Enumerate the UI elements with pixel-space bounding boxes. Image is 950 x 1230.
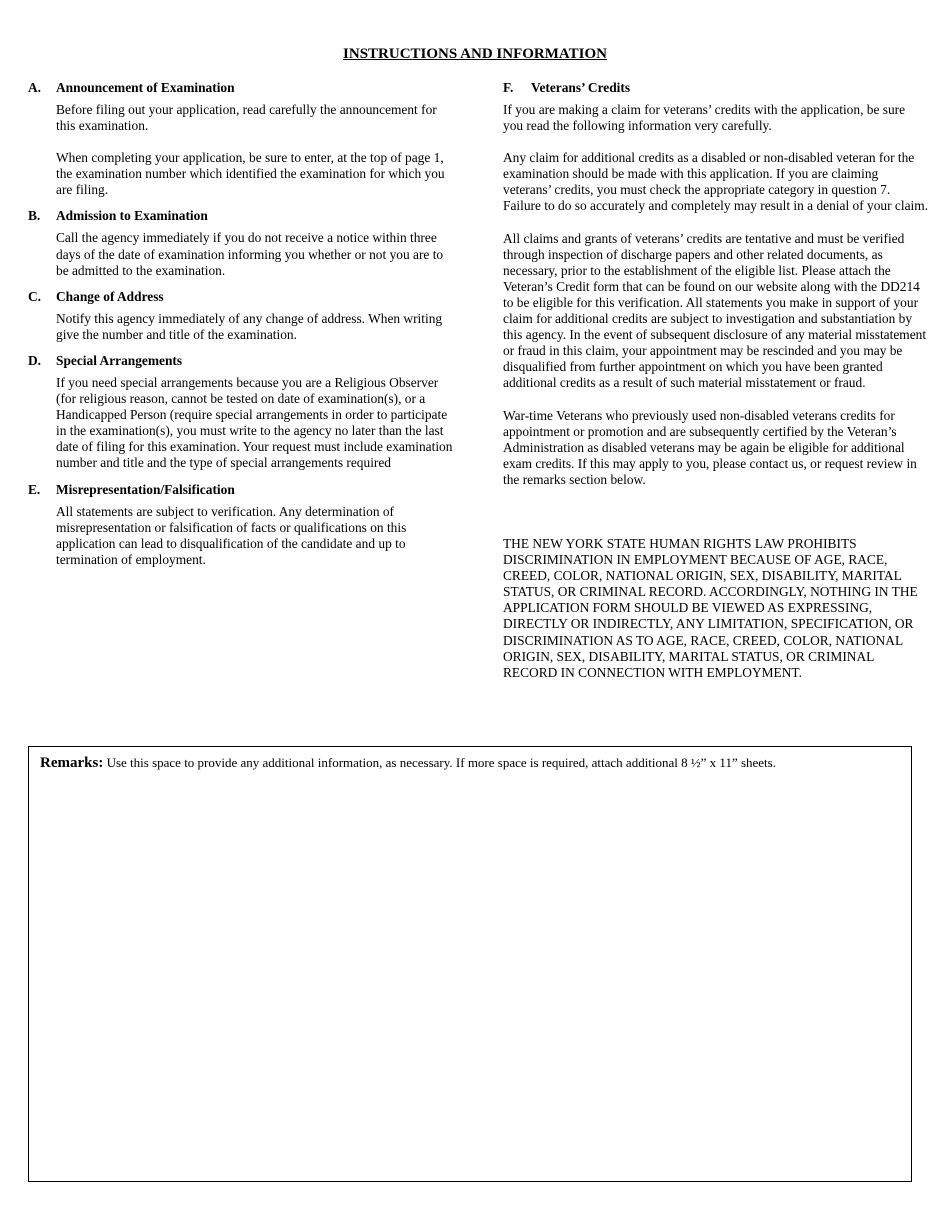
section-paragraph: If you need special arrangements because you are a Religious Observer (for religious reason, cannot be tested on date of examination(s), or a Handicapped Person (require special arrangements in order to participate in the examination(s), you must write to the agency no later than the last date of filing for this examination. Your request must include examination number and title and the type of special arrangements required: [56, 374, 453, 471]
section-misrepresentation: [28, 481, 453, 568]
remarks-box[interactable]: [28, 746, 912, 1182]
right-column: [503, 79, 928, 681]
remarks-instruction: Use this space to provide any additional information, as necessary. If more space is required, attach additional 8 ½” x 11” sheets.: [106, 755, 776, 770]
section-veterans-credits: [503, 79, 928, 96]
remarks-label: Remarks:: [40, 755, 104, 771]
section-paragraph: Call the agency immediately if you do not receive a notice within three days of the date of examination informing you whether or not you are to be admitted to the examination.: [56, 230, 444, 278]
section-announcement: [28, 79, 453, 198]
section-paragraph: Any claim for additional credits as a disabled or non-disabled veteran for the examination should be made with this application. If you are claiming veterans’ credits, you must check the appropriate category in question 7. Failure to do so accurately and completely may result in a denial of your claim.: [503, 150, 929, 214]
section-paragraph: War-time Veterans who previously used non-disabled veterans credits for appointment or promotion and are subsequently certified by the Veteran’s Administration as disabled veterans may be again be eligible for additional exam credits. If this may apply to you, please contact us, or request review in the remarks section below.: [503, 407, 917, 487]
section-letter: E.: [28, 481, 41, 497]
section-special-arrangements: [28, 352, 453, 472]
section-heading: Change of Address: [56, 288, 164, 304]
section-letter: F.: [503, 80, 514, 95]
section-letter: C.: [28, 288, 42, 304]
section-letter: D.: [28, 352, 42, 368]
section-paragraph: Notify this agency immediately of any change of address. When writing give the number and title of the examination.: [56, 310, 443, 342]
section-letter: B.: [28, 208, 41, 224]
section-paragraph: All claims and grants of veterans’ credits are tentative and must be verified through inspection of discharge papers and other related documents, as necessary, prior to the establishment of the eligible list. Please attach the Veteran’s Credit form that can be found on our website along with the DD214 to be eligible for this verification. All statements you make in support of your claim for additional credits are subject to investigation and substantiation by this agency. In the event of subsequent disclosure of any material misstatement or fraud in this claim, your appointment may be rescinded and you may be disqualified from further appointment on which you have been granted additional credits as a result of such material misstatement or fraud.: [503, 230, 927, 391]
section-letter: A.: [28, 80, 42, 95]
section-heading: Special Arrangements: [56, 352, 183, 368]
section-paragraph: Before filing out your application, read carefully the announcement for this examination.: [56, 102, 437, 134]
section-heading: Veterans’ Credits: [531, 80, 631, 95]
section-paragraph: When completing your application, be sure to enter, at the top of page 1, the examination number which identified the examination for which you are filing.: [56, 150, 445, 198]
page-title: INSTRUCTIONS AND INFORMATION: [343, 46, 607, 62]
section-heading: Admission to Examination: [56, 208, 208, 224]
section-heading: Announcement of Examination: [56, 80, 235, 95]
section-admission: [28, 207, 453, 278]
section-paragraph: If you are making a claim for veterans’ credits with the application, be sure you read the following information very carefully.: [503, 102, 906, 134]
section-paragraph: All statements are subject to verification. Any determination of misrepresentation or falsification of facts or qualifications on this application can lead to disqualification of the candidate and up to termination of employment.: [56, 503, 407, 567]
section-change-of-address: [28, 288, 453, 343]
section-heading: Misrepresentation/Falsification: [56, 481, 235, 497]
left-column: [28, 79, 453, 577]
human-rights-notice: THE NEW YORK STATE HUMAN RIGHTS LAW PROHIBITS DISCRIMINATION IN EMPLOYMENT BECAUSE OF AGE, RACE, CREED, COLOR, NATIONAL ORIGIN, SEX, DISABILITY, MARITAL STATUS, OR CRIMINAL RECORD. ACCORDINGLY, NOTHING IN THE APPLICATION FORM SHOULD BE VIEWED AS EXPRESSING, DIRECTLY OR INDIRECTLY, ANY LIMITATION, SPECIFICATION, OR DISCRIMINATION AS TO AGE, RACE, CREED, COLOR, NATIONAL ORIGIN, SEX, DISABILITY, MARITAL STATUS, OR CRIMINAL RECORD IN CONNECTION WITH EMPLOYMENT.: [503, 535, 918, 680]
